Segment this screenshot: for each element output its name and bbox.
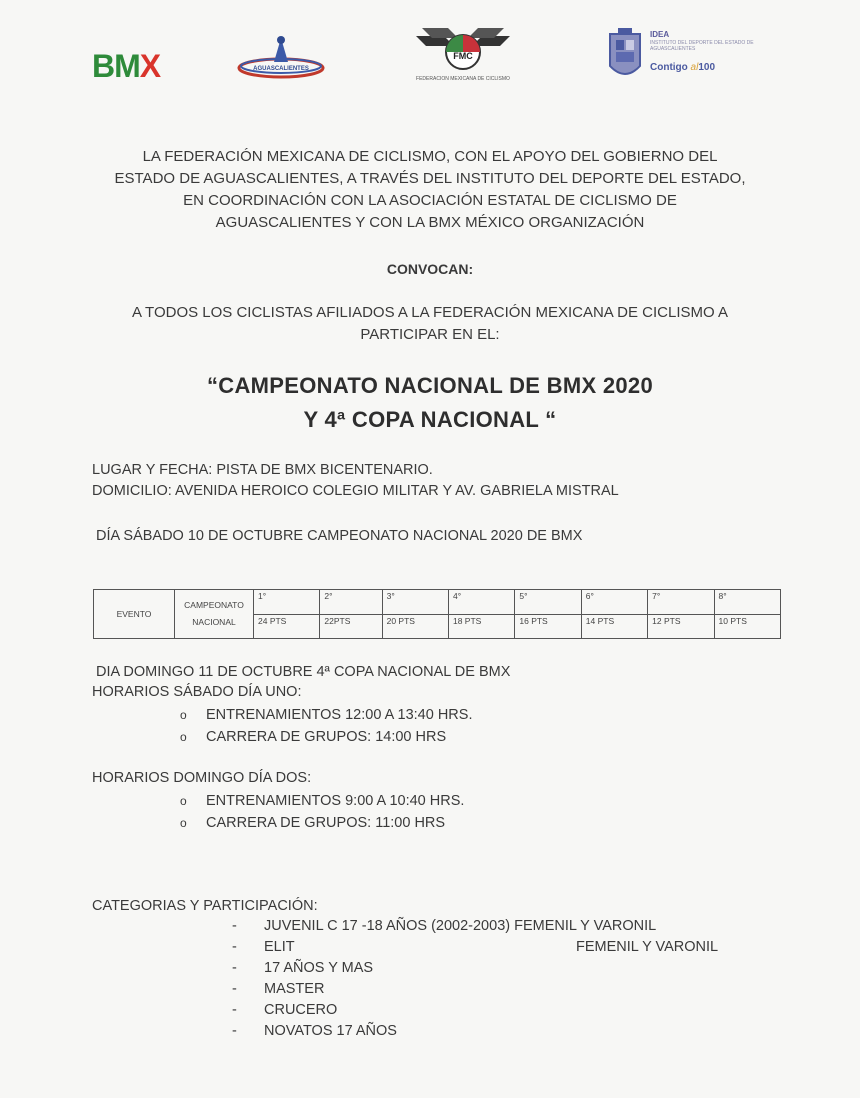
dash-marker: - (232, 981, 237, 997)
horarios-sabado-heading: HORARIOS SÁBADO DÍA UNO: (92, 684, 302, 700)
dash-marker: - (232, 918, 237, 934)
idea-coat-of-arms-icon (604, 26, 646, 84)
idea-logo-slogan (650, 62, 715, 73)
dash-marker: - (232, 960, 237, 976)
table-cell-place: 4° (448, 590, 514, 615)
a-todos-paragraph (0, 302, 860, 346)
list-item (180, 812, 464, 834)
list-item-text: ENTRENAMIENTOS 12:00 A 13:40 HRS. (206, 707, 473, 723)
list-item-text: ENTRENAMIENTOS 9:00 A 10:40 HRS. (206, 793, 465, 809)
table-cell-place: 8° (714, 590, 780, 615)
bullet-marker: o (180, 708, 187, 722)
table-cell-points: 18 PTS (448, 614, 514, 639)
fmc-logo-text: FMC (453, 51, 473, 61)
aguascalientes-logo-text: AGUASCALIENTES (253, 66, 309, 72)
event-title-line: “CAMPEONATO NACIONAL DE BMX 2020 (206, 373, 653, 398)
intro-paragraph (0, 146, 860, 234)
categorias-heading: CATEGORIAS Y PARTICIPACIÓN: (92, 898, 318, 914)
list-item (232, 916, 656, 937)
fmc-logo-caption: FEDERACION MEXICANA DE CICLISMO (416, 76, 510, 82)
list-item-text: MASTER (264, 981, 325, 997)
campeonato-label: CAMPEONATO (184, 600, 244, 610)
table-cell-points: 12 PTS (648, 614, 714, 639)
bullet-marker: o (180, 816, 187, 830)
table-cell-place: 5° (515, 590, 581, 615)
bullet-marker: o (180, 730, 187, 744)
fmc-wheel-icon (414, 24, 512, 76)
list-item-text: JUVENIL C 17 -18 AÑOS (2002-2003) FEMENIL Y VARONIL (264, 918, 657, 934)
table-cell-place: 2° (320, 590, 382, 615)
bmx-logo (92, 48, 172, 82)
table-cell-points: 14 PTS (581, 614, 647, 639)
list-item (232, 979, 656, 1000)
a-todos-line: PARTICIPAR EN EL: (360, 326, 500, 343)
categorias-list (232, 916, 656, 1042)
horarios-sabado-list (180, 704, 472, 748)
event-title-line: Y 4ª COPA NACIONAL “ (303, 407, 557, 432)
aguascalientes-emblem-icon (236, 32, 326, 80)
event-title (0, 369, 860, 437)
list-item (232, 1021, 656, 1042)
list-item-text: 17 AÑOS Y MAS (264, 960, 374, 976)
list-item-text: CRUCERO (264, 1002, 338, 1018)
table-cell-place: 6° (581, 590, 647, 615)
intro-line: EN COORDINACIÓN CON LA ASOCIACIÓN ESTATAL DE CICLISMO DE (183, 192, 677, 209)
table-cell-evento: EVENTO (94, 590, 175, 639)
bullet-marker: o (180, 794, 187, 808)
table-cell-points: 16 PTS (515, 614, 581, 639)
intro-line: ESTADO DE AGUASCALIENTES, A TRAVÉS DEL INSTITUTO DEL DEPORTE DEL ESTADO, (114, 170, 746, 187)
table-cell-place: 7° (648, 590, 714, 615)
table-row (94, 590, 781, 615)
idea-logo-title: IDEA (650, 30, 670, 39)
points-table (93, 589, 781, 639)
logo-row (0, 22, 860, 92)
list-item-text: ELIT (264, 939, 295, 955)
list-item-text: CARRERA DE GRUPOS: 11:00 HRS (206, 815, 446, 831)
list-item (232, 958, 656, 979)
bmx-logo-letter-x: X (139, 48, 161, 84)
table-cell-place: 1° (254, 590, 320, 615)
table-cell-points: 10 PTS (714, 614, 780, 639)
dash-marker: - (232, 939, 237, 955)
table-cell-place: 3° (382, 590, 448, 615)
list-item (180, 790, 464, 812)
intro-line: LA FEDERACIÓN MEXICANA DE CICLISMO, CON EL APOYO DEL GOBIERNO DEL (142, 148, 718, 165)
aguascalientes-logo (236, 32, 326, 80)
intro-line: AGUASCALIENTES Y CON LA BMX MÉXICO ORGANIZACIÓN (215, 214, 645, 231)
nacional-label: NACIONAL (192, 617, 236, 627)
elit-femenil-varonil: FEMENIL Y VARONIL (576, 939, 719, 955)
list-item (180, 704, 472, 726)
idea-logo-subtitle: INSTITUTO DEL DEPORTE DEL ESTADO DE AGUASCALIENTES (650, 40, 754, 52)
domicilio: DOMICILIO: AVENIDA HEROICO COLEGIO MILITAR Y AV. GABRIELA MISTRAL (92, 483, 619, 499)
dash-marker: - (232, 1002, 237, 1018)
convocan-heading: CONVOCAN: (386, 261, 474, 277)
lugar-y-fecha: LUGAR Y FECHA: PISTA DE BMX BICENTENARIO. (92, 462, 433, 478)
idea-slogan-contigo: Contigo (650, 62, 688, 73)
table-cell-points: 24 PTS (254, 614, 320, 639)
table-cell-points: 20 PTS (382, 614, 448, 639)
dia-domingo-heading: DIA DOMINGO 11 DE OCTUBRE 4ª COPA NACIONAL DE BMX (96, 664, 511, 680)
table-cell-campeonato-nacional (175, 590, 254, 639)
fmc-logo (414, 24, 512, 86)
list-item (180, 726, 472, 748)
list-item-text: CARRERA DE GRUPOS: 14:00 HRS (206, 729, 447, 745)
bmx-logo-letter-b: B (92, 48, 115, 84)
list-item-text: NOVATOS 17 AÑOS (264, 1023, 397, 1039)
horarios-domingo-heading: HORARIOS DOMINGO DÍA DOS: (92, 770, 312, 786)
list-item (232, 1000, 656, 1021)
bmx-logo-letter-m: M (114, 48, 140, 84)
idea-slogan-100: 100 (698, 62, 716, 73)
idea-slogan-al: al (690, 62, 699, 73)
idea-logo (604, 26, 764, 88)
horarios-domingo-list (180, 790, 464, 834)
a-todos-line: A TODOS LOS CICLISTAS AFILIADOS A LA FEDERACIÓN MEXICANA DE CICLISMO A (131, 304, 728, 321)
table-cell-points: 22PTS (320, 614, 382, 639)
dia-sabado-heading: DÍA SÁBADO 10 DE OCTUBRE CAMPEONATO NACIONAL 2020 DE BMX (96, 528, 583, 544)
dash-marker: - (232, 1023, 237, 1039)
